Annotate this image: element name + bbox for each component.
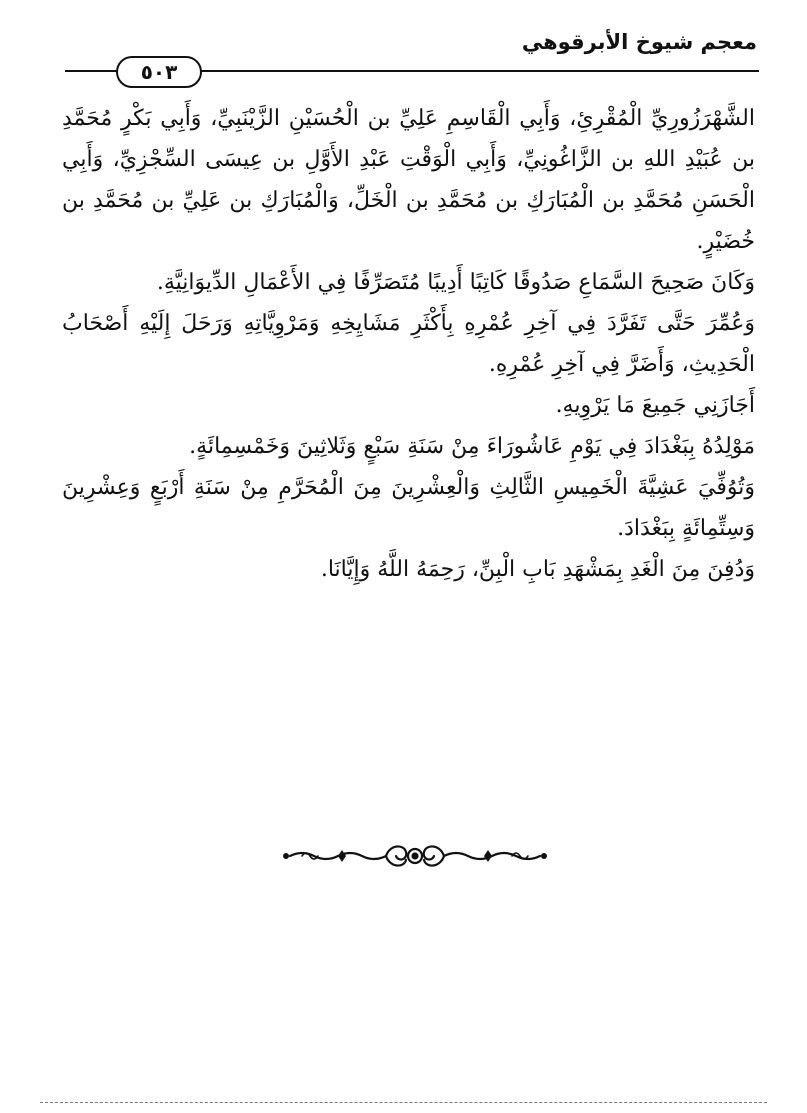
paragraph: مَوْلِدُهُ بِبَغْدَادَ فِي يَوْمِ عَاشُورَاءَ مِنْ سَنَةِ سَبْعٍ وَثَلاثِينَ وَخَمْسِمِائَةٍ. — [189, 434, 755, 459]
paragraph: وَدُفِنَ مِنَ الْغَدِ بِمَشْهَدِ بَابِ الْبِنِّ، رَحِمَهُ اللَّهُ وَإِيَّانَا. — [320, 557, 755, 582]
paragraph: وَكَانَ صَحِيحَ السَّمَاعِ صَدُوقًا كَاتِبًا أَدِيبًا مُتَصَرِّفًا فِي الأَعْمَالِ الدِّيوَانِيَّةِ. — [156, 270, 755, 295]
paragraph: الشَّهْرَزُورِيِّ الْمُقْرِئِ، وَأَبِي الْقَاسِمِ عَلِيِّ بن الْحُسَيْنِ الزَّيْنَبِيِّ، وَأَبِي بَكْرٍ مُحَمَّدِ بن عُبَيْدِ اللهِ بن الزَّاغُونِيِّ، وَأَبِي الْوَقْتِ عَبْدِ الأَوَّلِ بن عِيسَى السِّجْزِيِّ، وَأَبِي الْحَسَنِ مُحَمَّدِ بن الْمُبَارَكِ بن مُحَمَّدِ بن الْخَلِّ، وَالْمُبَارَكِ بن عَلِيِّ بن مُحَمَّدِ بن خُضَيْرٍ. — [62, 106, 755, 254]
paragraph: وَتُوُفِّيَ عَشِيَّةَ الْخَمِيسِ الثَّالِثِ وَالْعِشْرِينَ مِنَ الْمُحَرَّمِ مِنْ سَنَةِ أَرْبَعٍ وَعِشْرِينَ وَسِتِّمِائَةٍ بِبَغْدَادَ. — [62, 475, 755, 541]
end-ornament-icon — [282, 838, 548, 874]
paragraph: وَعُمِّرَ حَتَّى تَفَرَّدَ فِي آخِرِ عُمْرِهِ بِأَكْثَرِ مَشَايِخِهِ وَمَرْوِيَّاتِهِ وَرَحَلَ إِلَيْهِ أَصْحَابُ الْحَدِيثِ، وَأَضَرَّ فِي آخِرِ عُمْرِهِ. — [62, 311, 755, 377]
footer-rule — [40, 1102, 767, 1103]
page-number: ٥٠٣ — [116, 56, 202, 88]
book-title: معجم شيوخ الأبرقوهي — [521, 30, 757, 54]
main-text — [62, 98, 755, 590]
page-header — [0, 0, 807, 110]
paragraph: أَجَازَنِي جَمِيعَ مَا يَرْوِيهِ. — [555, 393, 755, 418]
